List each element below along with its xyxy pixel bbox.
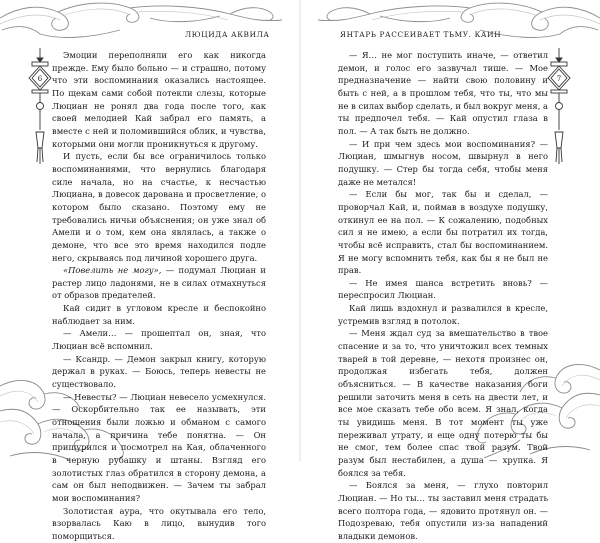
right-text-block: [338, 49, 548, 543]
paragraph: И пусть, если бы все ограничилось только воспоминаниями, что вернулись благодаря силе начала, но на счастье, к несчастью Люциана, в довесок дарована и просветление, о котором было сказано. Поэтому ему не требовались ничьи объяснения; он уже знал об Амели и о том, кем она являлась, а также о демоне, что все это время находился подле него, скрываясь под личиной хорошего друга.: [52, 151, 266, 263]
paragraph: Золотистая аура, что окутывала его тело, взорвалась Каю в лицо, вынудив того поморщиться.: [52, 505, 266, 541]
paragraph: — Не имея шанса встретить вновь? — переспросил Люциан.: [338, 277, 548, 301]
paragraph: — Амели… — прошептал он, зная, что Люциан всё вспомнил.: [52, 328, 266, 352]
left-text-block: [52, 49, 266, 543]
paragraph: Кай лишь вздохнул и развалился в кресле, устремив взгляд в потолок.: [338, 303, 548, 326]
italic-lead: «Повелить не могу»,: [63, 265, 162, 276]
paragraph: — Я… не мог поступить иначе, — ответил демон, и голос его зазвучал тише. — Мое предназначение — найти свою половину и быть с ней, а в прошлом тебя, что ты, что мы не в силах выбор сделать, и был вокруг меня, а ты предпочел тебя. — Кай опустил глаза в пол. — А так быть не должно.: [338, 50, 548, 136]
paragraph: — Боялся за меня, — глухо повторил Люциан. — Но ты… ты заставил меня страдать всего полтора года, — ядовито протянул он. — Подозреваю, тебя опустили из-за нападений владыки демонов.: [338, 480, 548, 541]
paragraph-rest: — подумал Люциан и растер лицо ладонями, не в силах отмахнуться от образов предателей.: [52, 265, 266, 301]
paragraph: [52, 264, 266, 302]
page-number-left: 6: [37, 75, 43, 83]
paragraph: Кай сидит в угловом кресле и беспокойно наблюдает за ним.: [52, 303, 266, 326]
lantern-ornament-icon: [27, 48, 53, 166]
running-head-left: ЛЮЦИДА АКВИЛА: [185, 30, 270, 39]
paragraph: — Если бы мог, так бы и сделал, — проворчал Кай, и, поймав в воздухе подушку, откинул ее на пол. — К сожалению, подобных сил я не имею, а если бы потратил их тогда, чтобы всё исправить, стал бы воспоминанием. Я не могу вспомнить тебя, как бы я не был не прав.: [338, 189, 548, 276]
paragraph: — Ксандр. — Демон закрыл книгу, которую держал в руках. — Боюсь, теперь невесты не существовало.: [52, 353, 266, 390]
paragraph: — И при чем здесь мои воспоминания? — Люциан, шмыгнув носом, швырнул в него подушку. — Стер бы тогда себя, чтобы меня даже не метался!: [338, 138, 548, 187]
page-number-right: 7: [556, 75, 562, 83]
paragraph: — Невесты? — Люциан невесело усмехнулся. — Оскорбительно так ее называть, эти отношения были ложью и обманом с самого начала, а причина тебе понятна. — Он прищурился и посмотрел на Кая, облаченного в черную рубашку и штаны. Взгляд его золотистых глаз обратился в сторону демона, а сам он был неподвижен. — Зачем ты забрал мои воспоминания?: [52, 391, 266, 503]
paragraph: Эмоции переполняли его как никогда прежде. Ему было больно — и страшно, потому что эти воспоминания оказались настоящее. По щекам сами собой потекли слезы, которые Люциан не ронял два года после того, как своей мелодией Кай забрал его память, а вместе с ней и поломившийся облик, и чувства, которыми они могли проникнуться к другому.: [52, 50, 266, 149]
right-page: [300, 0, 600, 541]
lantern-ornament-icon: [546, 48, 572, 166]
paragraph: — Меня ждал суд за вмешательство в твое спасение и за то, что уничтожил всех темных тварей в той деревне, — нехотя произнес он, продолжая избегать тебя, должен объясниться. — В качестве наказания боги решили заточить меня в сеть на двести лет, и все мое сказать тебе обо всем. Я знал, когда ты увидишь меня. В тот момент ты уже переживал утрату, и еще одну потерю ты бы не смог, тем более спас твой разум. Твой разум был нестабилен, а душа — хрупка. Я боялся за тебя.: [338, 328, 548, 478]
left-page: [0, 0, 300, 541]
running-head-right: ЯНТАРЬ РАССЕИВАЕТ ТЬМУ. КАИН: [340, 30, 502, 39]
